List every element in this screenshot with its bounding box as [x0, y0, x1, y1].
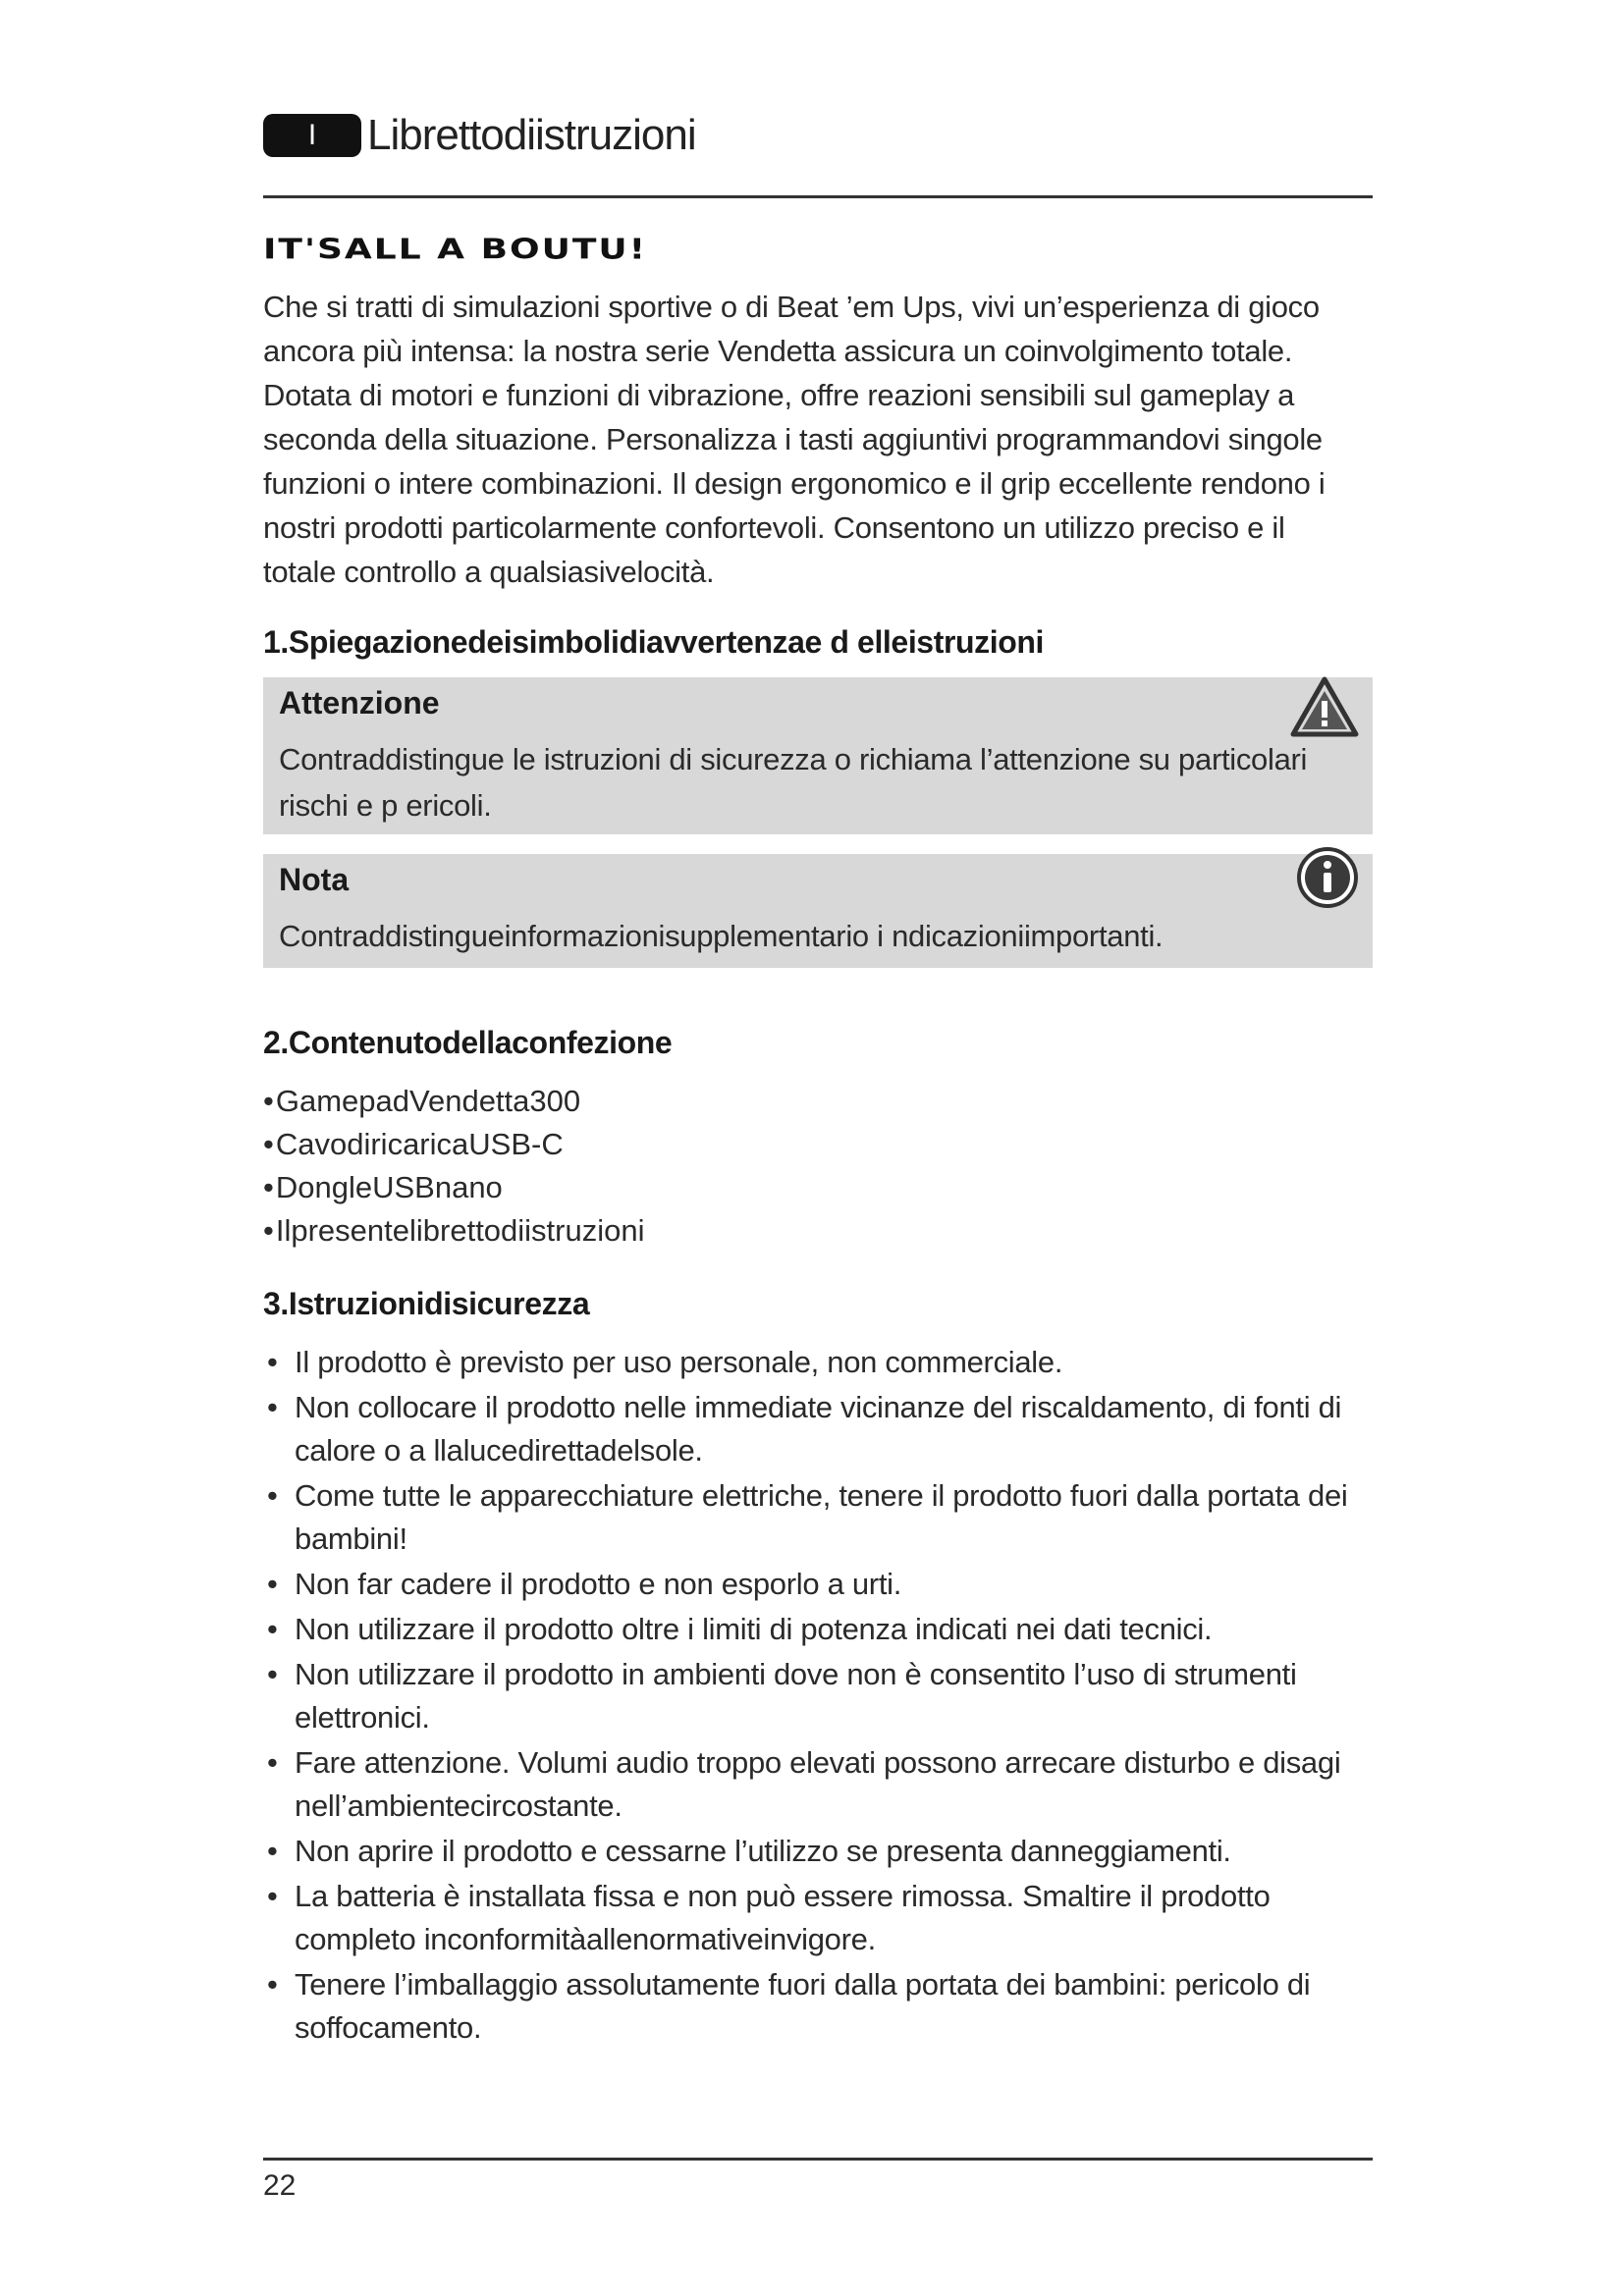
header-divider: [263, 195, 1373, 198]
list-item: • DongleUSBnano: [263, 1166, 645, 1209]
warning-box: [263, 677, 1373, 834]
header-title: Librettodiistruzioni: [367, 111, 696, 159]
section-1-title: 1.Spiegazionedeisimbolidiavvertenzae d elleistruzioni: [263, 624, 1045, 660]
page-number: 22: [263, 2169, 297, 2202]
footer-divider: [263, 2158, 1373, 2161]
list-item: • Tenere l’imballaggio assolutamente fuori dalla portata dei bambini: pericolo di soffocamento.: [263, 1963, 1363, 2050]
safety-instructions-list: [263, 1341, 1363, 2052]
intro-paragraph: Che si tratti di simulazioni sportive o di Beat ’em Ups, vivi un’esperienza di gioco ancora più intensa: la nostra serie Vendetta assicura un coinvolgimento totale. Dotata di motori e funzioni di vibrazione, offre reazioni sensibili sul gameplay a seconda della situazione. Personalizza i tasti aggiuntivi programmandovi singole funzioni o intere combinazioni. Il design ergonomico e il grip eccellente rendono i nostri prodotti particolarmente confortevoli. Consentono un utilizzo preciso e il totale controllo a qualsiasivelocità.: [263, 290, 1326, 589]
section-2-title: 2.Contenutodellaconfezione: [263, 1025, 673, 1060]
list-item: • Non collocare il prodotto nelle immediate vicinanze del riscaldamento, di fonti di calore o a llalucedirettadelsole.: [263, 1386, 1363, 1472]
note-text: Contraddistingueinformazionisupplementario i ndicazioniimportanti.: [279, 919, 1164, 953]
list-item: • GamepadVendetta300: [263, 1080, 645, 1123]
list-item: • Il prodotto è previsto per uso personale, non commerciale.: [263, 1341, 1363, 1384]
language-badge: I: [263, 114, 361, 157]
list-item: • Come tutte le apparecchiature elettriche, tenere il prodotto fuori dalla portata dei bambini!: [263, 1474, 1363, 1561]
manual-page: [263, 0, 1373, 2296]
warning-triangle-icon: [1290, 675, 1359, 743]
page-header: [263, 110, 696, 161]
list-item: • Ilpresentelibrettodiistruzioni: [263, 1209, 645, 1253]
package-contents-list: [263, 1080, 645, 1253]
warning-text: Contraddistingue le istruzioni di sicurezza o richiama l’attenzione su particolari rischi e p ericoli.: [279, 742, 1308, 823]
list-item: • CavodiricaricaUSB-C: [263, 1123, 645, 1166]
list-item: • Non aprire il prodotto e cessarne l’utilizzo se presenta danneggiamenti.: [263, 1830, 1363, 1873]
note-title: Nota: [279, 862, 350, 897]
warning-title: Attenzione: [279, 685, 440, 721]
list-item: • Non far cadere il prodotto e non esporlo a urti.: [263, 1563, 1363, 1606]
list-item: • Non utilizzare il prodotto oltre i limiti di potenza indicati nei dati tecnici.: [263, 1608, 1363, 1651]
slogan-heading: IT'SALL A BOUTU!: [263, 234, 648, 266]
info-circle-icon: [1296, 846, 1359, 914]
note-box: [263, 854, 1373, 968]
section-3-title: 3.Istruzionidisicurezza: [263, 1286, 590, 1321]
list-item: • Non utilizzare il prodotto in ambienti dove non è consentito l’uso di strumenti elettronici.: [263, 1653, 1363, 1739]
list-item: • Fare attenzione. Volumi audio troppo elevati possono arrecare disturbo e disagi nell’ambientecircostante.: [263, 1741, 1363, 1828]
list-item: • La batteria è installata fissa e non può essere rimossa. Smaltire il prodotto completo inconformitàallenormativeinvigore.: [263, 1875, 1363, 1961]
